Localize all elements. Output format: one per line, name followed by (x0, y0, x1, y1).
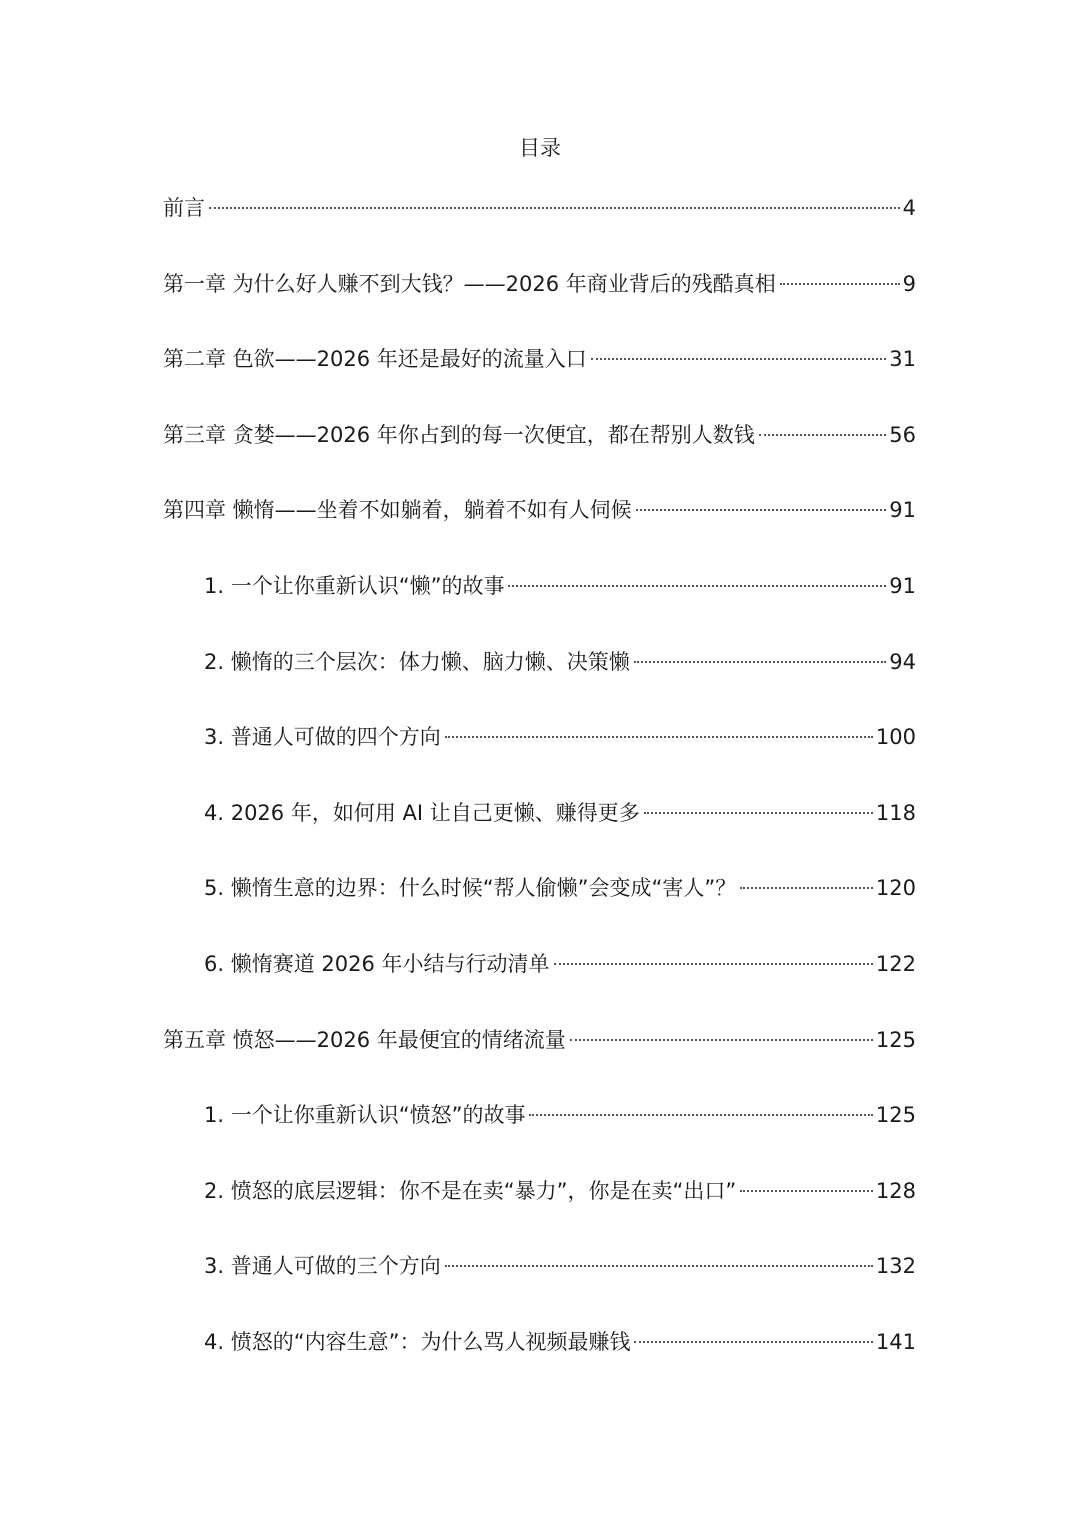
toc-entry-page-number: 125 (875, 1103, 916, 1128)
toc-entry-page-number: 120 (875, 876, 916, 901)
toc-entry-page-number: 132 (875, 1254, 916, 1279)
toc-entry-label: 2. 愤怒的底层逻辑：你不是在卖“暴力”，你是在卖“出口” (204, 1178, 737, 1203)
toc-entry-chapter-3[interactable] (163, 416, 916, 492)
toc-entry-label: 3. 普通人可做的四个方向 (204, 725, 441, 750)
dot-leader (529, 1114, 872, 1116)
toc-entry-chapter-5[interactable] (163, 1021, 916, 1097)
table-of-contents (163, 189, 916, 1399)
toc-entry-label: 6. 懒惰赛道 2026 年小结与行动清单 (204, 951, 550, 976)
toc-entry-section-4-2[interactable] (163, 643, 916, 719)
toc-entry-page-number: 4 (902, 196, 916, 220)
toc-entry-label: 前言 (163, 196, 205, 220)
toc-entry-page-number: 100 (875, 725, 916, 750)
toc-entry-page-number: 94 (889, 649, 916, 674)
dot-leader (740, 887, 873, 889)
dot-leader (508, 585, 886, 587)
toc-entry-label: 第五章 愤怒——2026 年最便宜的情绪流量 (163, 1027, 566, 1052)
toc-title: 目录 (519, 136, 561, 160)
toc-entry-page-number: 122 (875, 951, 916, 976)
dot-leader (591, 358, 886, 360)
toc-entry-label: 第一章 为什么好人赚不到大钱？——2026 年商业背后的残酷真相 (163, 271, 776, 296)
dot-leader (644, 812, 873, 814)
toc-entry-page-number: 9 (902, 271, 916, 296)
toc-entry-section-5-3[interactable] (163, 1247, 916, 1323)
toc-entry-section-5-2[interactable] (163, 1172, 916, 1248)
dot-leader (209, 207, 900, 209)
toc-entry-section-5-4[interactable] (163, 1323, 916, 1399)
toc-entry-page-number: 128 (875, 1178, 916, 1203)
dot-leader (780, 283, 900, 285)
dot-leader (759, 434, 886, 436)
toc-entry-label: 2. 懒惰的三个层次：体力懒、脑力懒、决策懒 (204, 649, 630, 674)
toc-entry-label: 3. 普通人可做的三个方向 (204, 1254, 441, 1279)
toc-entry-label: 4. 愤怒的“内容生意”：为什么骂人视频最赚钱 (204, 1329, 631, 1354)
toc-entry-section-5-1[interactable] (163, 1096, 916, 1172)
toc-entry-section-4-3[interactable] (163, 718, 916, 794)
toc-entry-label: 第二章 色欲——2026 年还是最好的流量入口 (163, 347, 587, 372)
dot-leader (554, 963, 873, 965)
dot-leader (634, 1341, 872, 1343)
toc-entry-chapter-2[interactable] (163, 340, 916, 416)
dot-leader (740, 1190, 873, 1192)
toc-entry-chapter-4[interactable] (163, 491, 916, 567)
toc-entry-preface[interactable] (163, 189, 916, 265)
toc-entry-section-4-1[interactable] (163, 567, 916, 643)
toc-entry-page-number: 141 (875, 1329, 916, 1354)
toc-entry-page-number: 91 (889, 573, 916, 598)
toc-entry-chapter-1[interactable] (163, 265, 916, 341)
toc-entry-label: 5. 懒惰生意的边界：什么时候“帮人偷懒”会变成“害人”？ (204, 876, 737, 901)
dot-leader (570, 1039, 873, 1041)
toc-entry-label: 1. 一个让你重新认识“愤怒”的故事 (204, 1103, 526, 1128)
toc-entry-page-number: 31 (889, 347, 916, 372)
dot-leader (445, 1265, 873, 1267)
toc-entry-label: 第三章 贪婪——2026 年你占到的每一次便宜，都在帮别人数钱 (163, 422, 755, 447)
toc-entry-page-number: 118 (875, 800, 916, 825)
toc-entry-page-number: 56 (889, 422, 916, 447)
toc-entry-label: 4. 2026 年，如何用 AI 让自己更懒、赚得更多 (204, 800, 640, 825)
toc-entry-section-4-5[interactable] (163, 869, 916, 945)
toc-entry-section-4-4[interactable] (163, 794, 916, 870)
dot-leader (636, 509, 887, 511)
dot-leader (634, 661, 887, 663)
toc-entry-page-number: 125 (875, 1027, 916, 1052)
toc-entry-label: 1. 一个让你重新认识“懒”的故事 (204, 573, 505, 598)
dot-leader (445, 736, 873, 738)
toc-entry-label: 第四章 懒惰——坐着不如躺着，躺着不如有人伺候 (163, 498, 632, 523)
toc-entry-section-4-6[interactable] (163, 945, 916, 1021)
toc-entry-page-number: 91 (889, 498, 916, 523)
